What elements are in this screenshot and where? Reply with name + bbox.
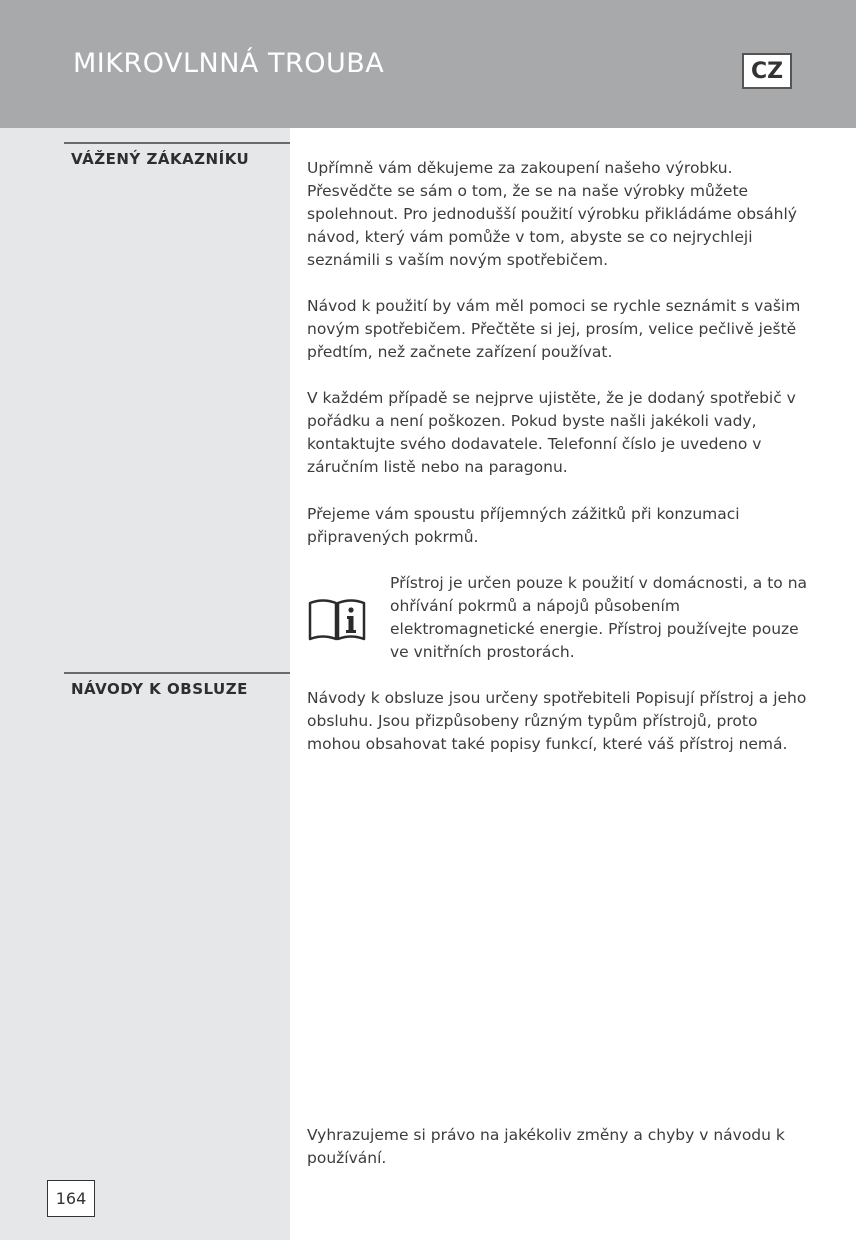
paragraph-wishes: Přejeme vám spoustu příjemných zážitků při konzumaci připravených pokrmů.	[307, 505, 740, 546]
paragraph-thanks: Upřímně vám děkujeme za zakoupení našeho výrobku. Přesvědčte se sám o tom, že se na naše výrobky můžete spolehnout. Pro jednodušší použití výrobku přikládáme obsáhlý návod, který vám pomůže v tom, abyste se co nejrychleji seznámili s vaším novým spotřebičem.	[307, 159, 797, 269]
paragraph-manual: Návod k použití by vám měl pomoci se rychle seznámit s vašim novým spotřebičem. Přečtěte si jej, prosím, velice pečlivě ještě předtím, než začnete zařízení používat.	[307, 297, 801, 361]
usage-note: Přístroj je určen pouze k použití v domácnosti, a to na ohřívání pokrmů a nápojů působením elektromagnetické energie. Přístroj používejte pouze ve vnitřních prostorách.	[390, 574, 808, 661]
page-title: MIKROVLNNÁ TROUBA	[73, 48, 385, 79]
book-info-icon	[307, 597, 367, 643]
paragraph-inspection: V každém případě se nejprve ujistěte, že je dodaný spotřebič v pořádku a není poškozen. Pokud byste našli jakékoli vady, kontaktujte svého dodavatele. Telefonní číslo je uvedeno v záručním listě nebo na paragonu.	[307, 389, 796, 476]
section-rule	[64, 142, 290, 144]
page-header	[0, 0, 856, 128]
page-number: 164	[47, 1180, 95, 1217]
language-badge: CZ	[742, 53, 792, 89]
footer-note: Vyhrazujeme si právo na jakékoliv změny a chyby v návodu k používání.	[307, 1126, 785, 1167]
section-rule	[64, 672, 290, 674]
paragraph-instructions: Návody k obsluze jsou určeny spotřebiteli Popisují přístroj a jeho obsluhu. Jsou přizpůsobeny různým typům přístrojů, proto mohou obsahovat také popisy funkcí, které váš přístroj nemá.	[307, 689, 807, 753]
section-title-dear-customer: VÁŽENÝ ZÁKAZNÍKU	[71, 150, 250, 168]
section-title-instructions: NÁVODY K OBSLUZE	[71, 680, 248, 698]
